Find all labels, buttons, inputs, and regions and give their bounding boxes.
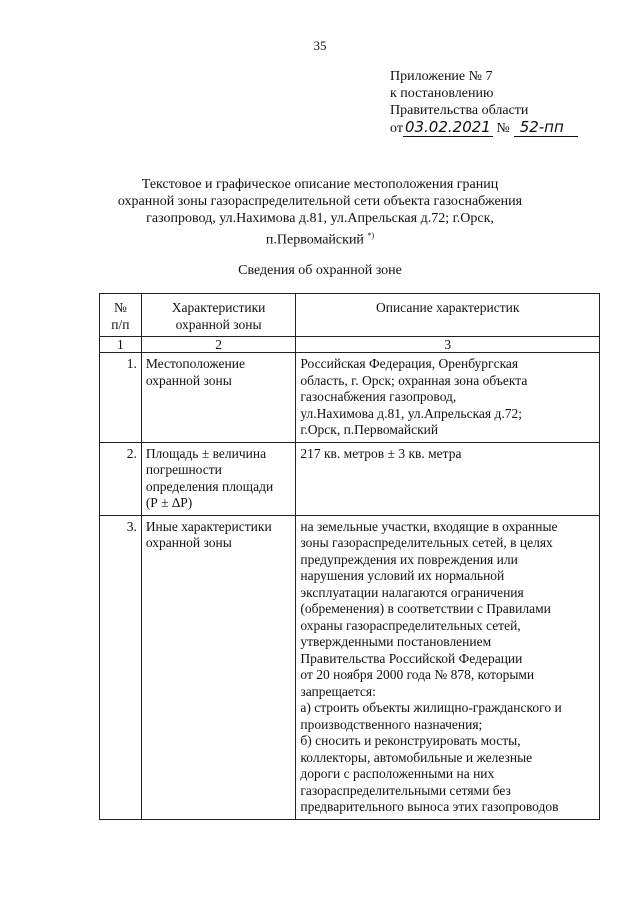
table-row (100, 442, 600, 515)
footnote-mark: *) (367, 231, 375, 240)
row-description (296, 353, 600, 443)
page-number: 35 (313, 38, 327, 53)
row-description-line: (обременения) в соответствии с Правилами (300, 601, 551, 616)
row-characteristic-line: Площадь ± величина (145, 445, 267, 461)
zone-table (99, 293, 600, 820)
row-characteristic-line: Местоположение (145, 356, 245, 371)
number-prefix: № (496, 121, 510, 136)
row-description-line: г.Орск, п.Первомайский (300, 422, 439, 437)
row-number (100, 515, 142, 819)
appendix-line-2: к постановлению (390, 86, 494, 101)
document-title (0, 176, 640, 249)
table-row (100, 515, 600, 819)
row-description-line: от 20 ноября 2000 года № 878, которыми (300, 667, 535, 682)
row-characteristic (141, 515, 296, 819)
row-description (296, 515, 600, 819)
header-number-line-1: № (113, 300, 127, 315)
row-description-line: производственного назначения; (300, 716, 483, 732)
row-description-line: нарушения условий их нормальной (300, 568, 505, 583)
row-description-line: дороги с расположенными на них (300, 766, 495, 781)
appendix-line-3: Правительства области (390, 103, 529, 118)
header-characteristics-line-1: Характеристики (171, 300, 266, 315)
row-characteristic (141, 353, 296, 443)
table-header-row (100, 294, 600, 337)
row-number (100, 353, 142, 443)
title-line-2: охранной зоны газораспределительной сети объекта газоснабжения (117, 194, 523, 209)
column-number-1: 1 (100, 337, 142, 353)
row-description-line: газораспределительными сетями без (300, 782, 511, 798)
row-description-line: область, г. Орск; охранная зона объекта (300, 372, 528, 388)
column-number-2: 2 (141, 337, 296, 353)
row-description-line: предупреждения их повреждения или (300, 551, 518, 567)
row-characteristic (141, 442, 296, 515)
header-characteristics (141, 294, 296, 337)
appendix-line-1: Приложение № 7 (390, 69, 493, 84)
row-description-line: Российская Федерация, Оренбургская (300, 356, 519, 371)
table-row (100, 353, 600, 443)
row-description-line: зоны газораспределительных сетей, в целях (300, 535, 553, 550)
row-number (100, 442, 142, 515)
row-description-line: охраны газораспределительных сетей, (300, 617, 521, 633)
row-characteristic-line: охранной зоны (145, 535, 232, 550)
row-description-line: эксплуатации налагаются ограничения (300, 584, 524, 600)
header-number-line-2: п/п (111, 316, 130, 332)
column-number-row (100, 337, 600, 353)
row-number-text: 2. (126, 445, 137, 461)
row-description-line: газоснабжения газопровод, (300, 389, 457, 404)
row-description-line: на земельные участки, входящие в охранные (300, 518, 558, 534)
row-description-line: б) сносить и реконструировать мосты, (300, 733, 521, 748)
row-description-line: предварительного выноса этих газопроводов (300, 799, 559, 814)
column-number-3: 3 (296, 337, 600, 353)
title-line-1: Текстовое и графическое описание местоположения границ (141, 177, 499, 192)
title-line-4 (0, 227, 640, 249)
row-number-text: 3. (126, 518, 137, 534)
header-number (100, 294, 142, 337)
row-description-line: Правительства Российской Федерации (300, 650, 523, 666)
appendix-block (390, 68, 578, 137)
title-line-3: газопровод, ул.Нахимова д.81, ул.Апрельская д.72; г.Орск, (146, 211, 494, 226)
appendix-date-line (390, 119, 578, 137)
handwritten-number: 52-пп (514, 119, 578, 137)
row-characteristic-line: погрешности (145, 462, 222, 477)
row-description (296, 442, 600, 515)
row-description-line: коллекторы, автомобильные и железные (300, 749, 533, 765)
row-characteristic-line: определения площади (145, 478, 274, 494)
row-characteristic-line: (Р ± ∆Р) (145, 495, 193, 510)
row-characteristic-line: Иные характеристики (145, 518, 272, 534)
row-characteristic-line: охранной зоны (145, 372, 232, 388)
header-description-line: Описание характеристик (375, 300, 520, 315)
row-description-line: а) строить объекты жилищно-гражданского и (300, 700, 562, 715)
title-line-4-text: п.Первомайский (265, 232, 364, 248)
header-description (296, 294, 600, 337)
handwritten-date: 03.02.2021 (404, 118, 491, 136)
row-description-line: ул.Нахимова д.81, ул.Апрельская д.72; (300, 405, 523, 421)
row-description-line: утвержденными постановлением (300, 634, 492, 649)
row-description-line: 217 кв. метров ± 3 кв. метра (300, 445, 462, 461)
row-description-line: запрещается: (300, 683, 376, 699)
row-number-text: 1. (126, 356, 137, 371)
section-subtitle: Сведения об охранной зоне (238, 263, 402, 278)
header-characteristics-line-2: охранной зоны (175, 316, 262, 332)
from-prefix: от (390, 121, 403, 136)
